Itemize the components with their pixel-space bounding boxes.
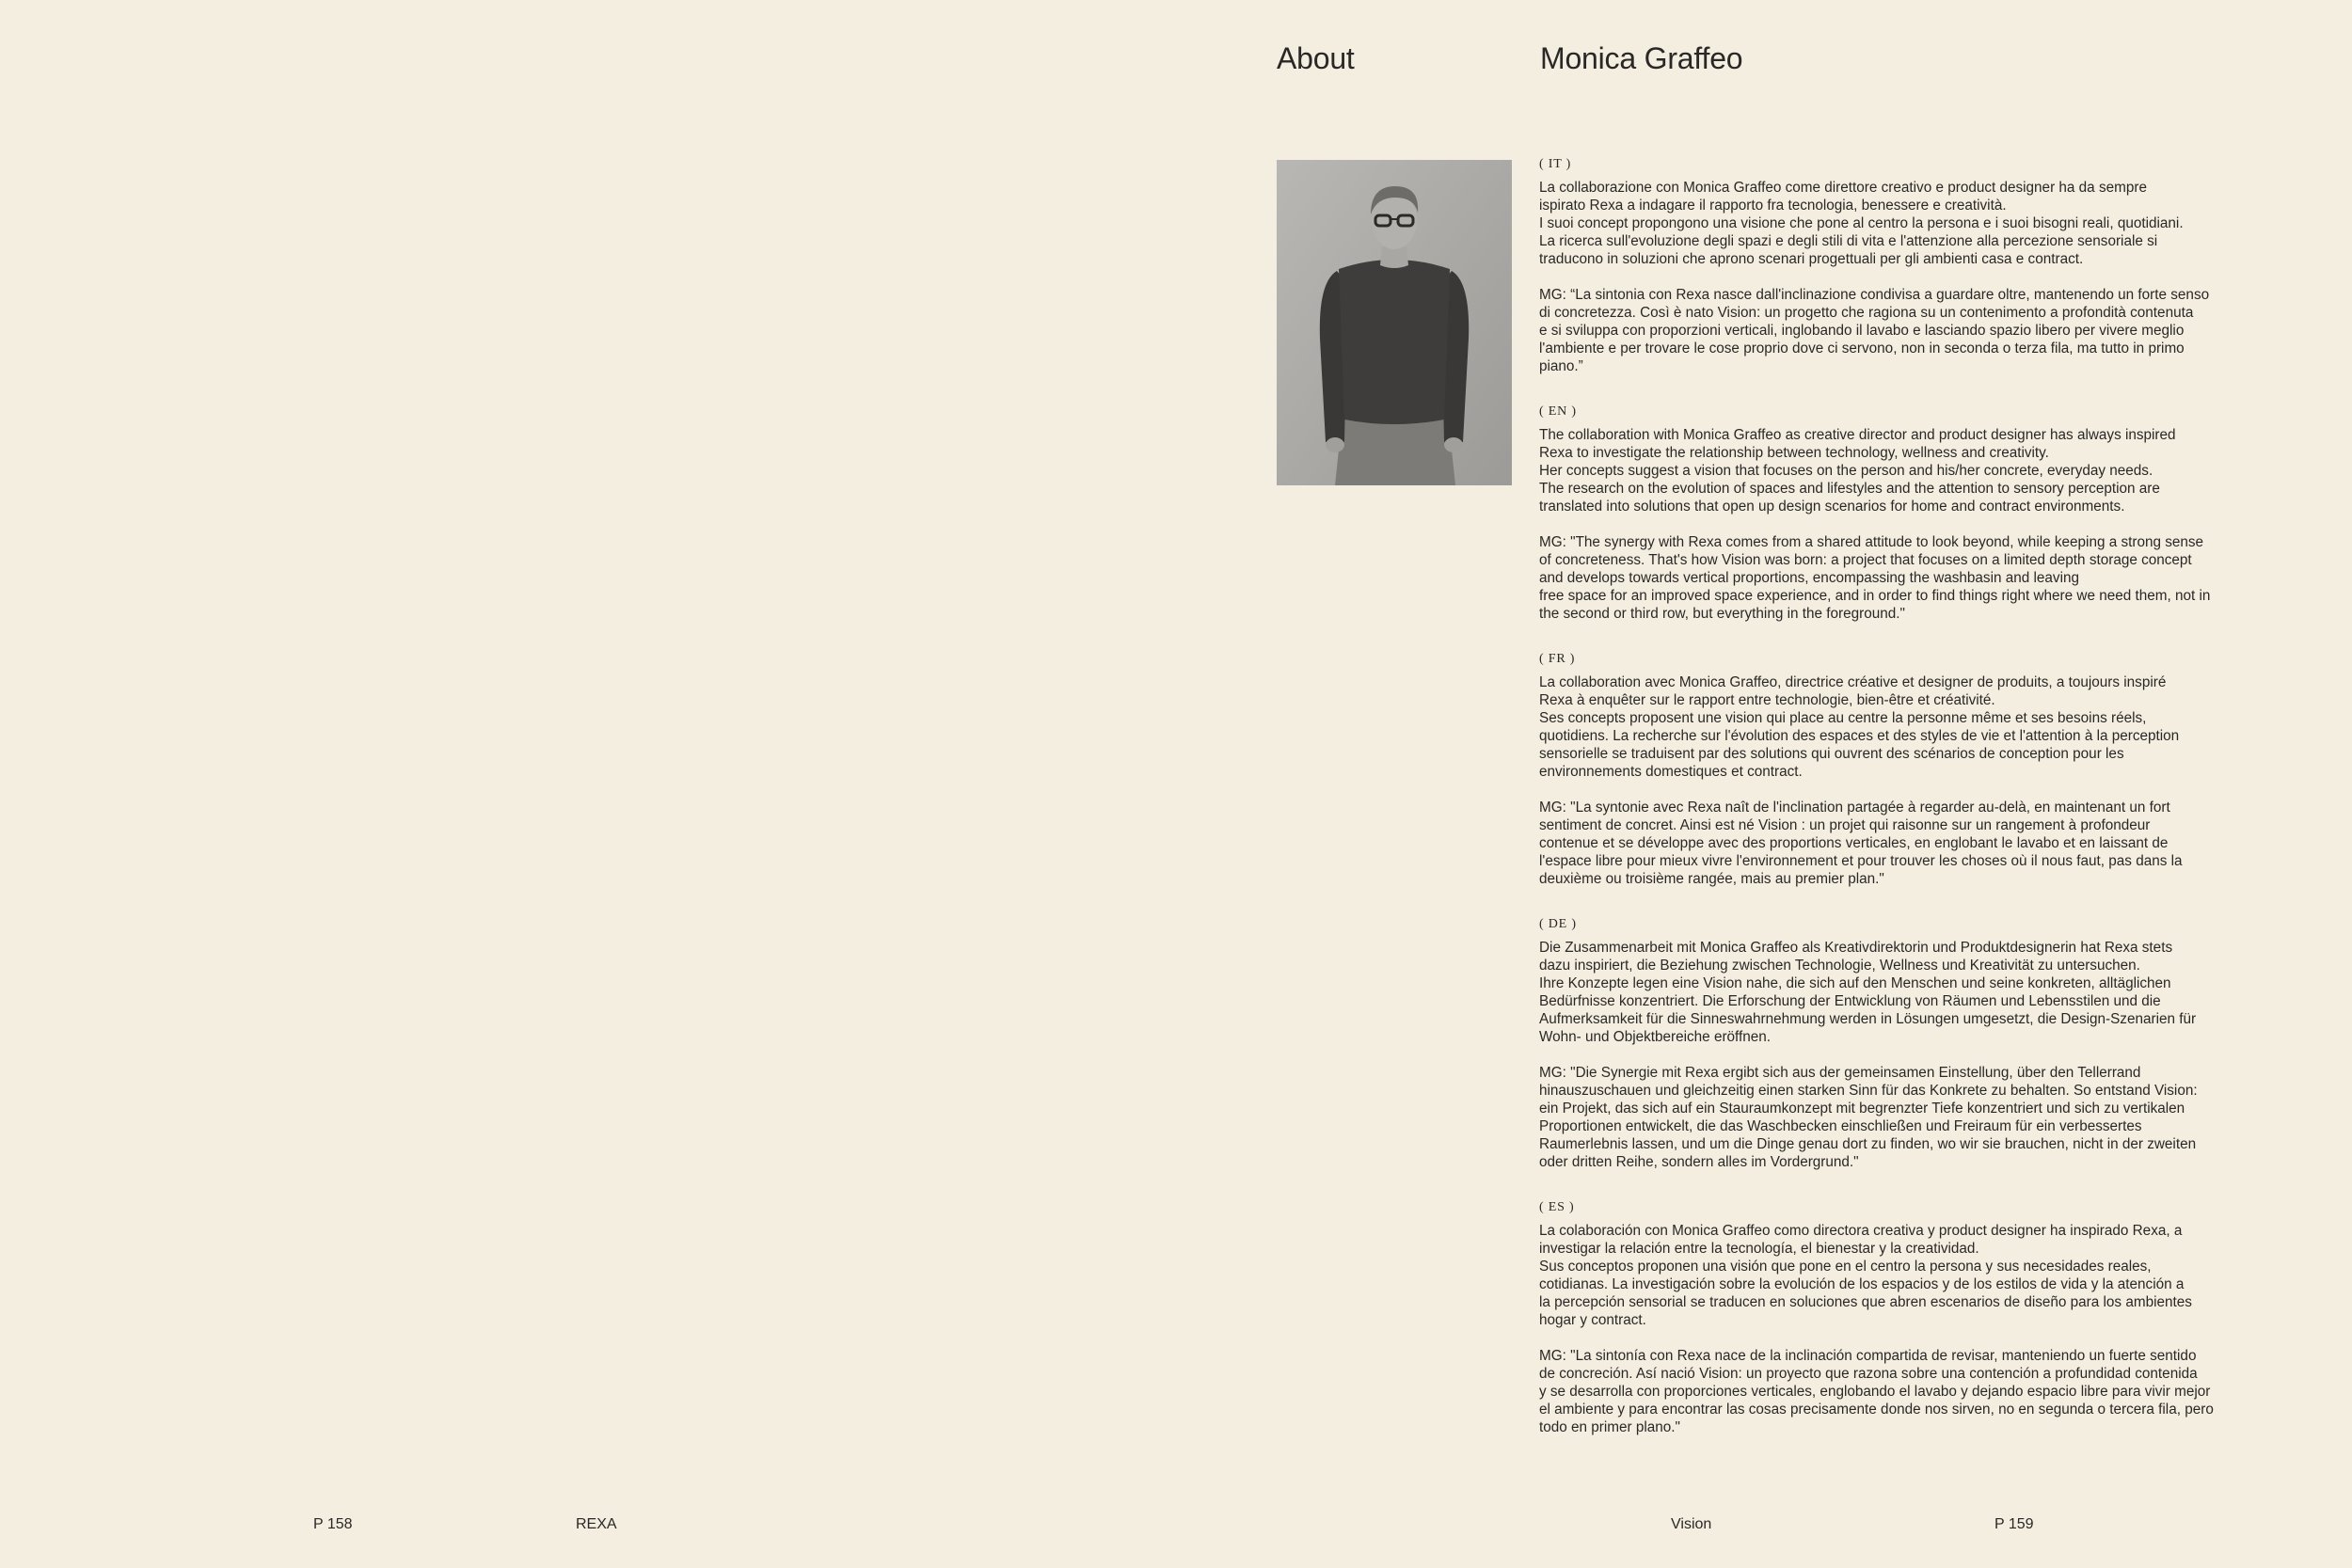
designer-name: Monica Graffeo — [1540, 41, 1743, 75]
bio-paragraph: La collaboration avec Monica Graffeo, directrice créative et designer de produits, a toujours inspiré Rexa à enquêter sur le rapport entre technologie, bien-être et créativité. Ses concepts proposent une vision qui place au centre la personne même et ses besoins réels, quotidiens. La recherche sur l'évolution des espaces et des styles de vie et l'attention à la perception sensorielle se traduisent par des solutions qui ouvrent des scénarios de conception pour les environnements domestiques et contract. — [1539, 674, 2180, 780]
page-number-right: P 159 — [1994, 1516, 2034, 1532]
bio-content — [1539, 156, 2303, 1465]
lang-section-en — [1539, 404, 2303, 623]
lang-section-fr — [1539, 651, 2303, 888]
lang-section-es — [1539, 1199, 2303, 1436]
lang-section-de — [1539, 916, 2303, 1171]
footer-brand: REXA — [576, 1516, 617, 1532]
lang-tag: ( FR ) — [1539, 652, 1576, 666]
quote-paragraph: MG: “La sintonia con Rexa nasce dall'inclinazione condivisa a guardare oltre, mantenendo un forte senso di concretezza. Così è nato Vision: un progetto che ragiona su un contenimento a profondità contenuta e si sviluppa con proporzioni verticali, inglobando il lavabo e lasciando spazio libero per vivere meglio l'ambiente e per trovare le cose proprio dove ci servono, non in seconda o terza fila, ma tutto in primo piano.” — [1539, 287, 2210, 374]
quote-paragraph: MG: "La syntonie avec Rexa naît de l'inclination partagée à regarder au-delà, en maintenant un fort sentiment de concret. Ainsi est né Vision : un projet qui raisonne sur un rangement à profondeur contenue et se développe avec des proportions verticales, en englobant le lavabo et en laissant de l'espace libre pour mieux vivre l'environnement et pour trouver les choses où il nous faut, pas dans la deuxième ou troisième rangée, mais au premier plan." — [1539, 800, 2183, 887]
lang-tag: ( DE ) — [1539, 917, 1577, 931]
lang-tag: ( IT ) — [1539, 157, 1572, 171]
portrait-photo — [1277, 160, 1512, 485]
portrait-photo-icon — [1277, 160, 1512, 485]
page-number-left: P 158 — [313, 1516, 353, 1532]
lang-tag: ( EN ) — [1539, 404, 1577, 419]
bio-paragraph: The collaboration with Monica Graffeo as creative director and product designer has always inspired Rexa to investigate the relationship between technology, wellness and creativity. Her concepts suggest a vision that focuses on the person and his/her concrete, everyday needs. The research on the evolution of spaces and lifestyles and the attention to sensory perception are translated into solutions that open up design scenarios for home and contract environments. — [1539, 427, 2176, 515]
lang-tag: ( ES ) — [1539, 1200, 1575, 1214]
quote-paragraph: MG: "Die Synergie mit Rexa ergibt sich aus der gemeinsamen Einstellung, über den Tellerrand hinauszuschauen und gleichzeitig einen starken Sinn für das Konkrete zu behalten. So entstand Vision: ein Projekt, das sich auf ein Stauraumkonzept mit begrenzter Tiefe konzentriert und sich zu vertikalen Proportionen entwickelt, die das Waschbecken einschließen und Freiraum für ein verbessertes Raumerlebnis lassen, und um die Dinge genau dort zu finden, wo wir sie brauchen, nicht in der zweiten oder dritten Reihe, sondern alles im Vordergrund." — [1539, 1065, 2198, 1170]
quote-paragraph: MG: "La sintonía con Rexa nace de la inclinación compartida de revisar, manteniendo un fuerte sentido de concreción. Así nació Vision: un proyecto que razona sobre una contención a profundidad contenida y se desarrolla con proporciones verticales, englobando el lavabo y dejando espacio libre para vivir mejor el ambiente y para encontrar las cosas precisamente donde nos sirven, no en segunda o tercera fila, pero todo en primer plano." — [1539, 1348, 2214, 1435]
bio-paragraph: Die Zusammenarbeit mit Monica Graffeo als Kreativdirektorin und Produktdesignerin hat Rexa stets dazu inspiriert, die Beziehung zwischen Technologie, Wellness und Kreativität zu untersuchen. Ihre Konzepte legen eine Vision nahe, die sich auf den Menschen und seine konkreten, alltäglichen Bedürfnisse konzentriert. Die Erforschung der Entwicklung von Räumen und Lebensstilen und die Aufmerksamkeit für die Sinneswahrnehmung werden in Lösungen umgesetzt, die Design-Szenarien für Wohn- und Objektbereiche eröffnen. — [1539, 940, 2197, 1045]
lang-section-it — [1539, 156, 2303, 375]
section-title: About — [1277, 41, 1355, 75]
bio-paragraph: La colaboración con Monica Graffeo como directora creativa y product designer ha inspirado Rexa, a investigar la relación entre la tecnología, el bienestar y la creatividad. Sus conceptos proponen una visión que pone en el centro la persona y sus necesidades reales, cotidianas. La investigación sobre la evolución de los espacios y de los estilos de vida y la atención a la percepción sensorial se traducen en soluciones que abren escenarios de diseño para los ambientes hogar y contract. — [1539, 1223, 2192, 1328]
bio-paragraph: La collaborazione con Monica Graffeo come direttore creativo e product designer ha da sempre ispirato Rexa a indagare il rapporto fra tecnologia, benessere e creatività. I suoi concept propongono una visione che pone al centro la persona e i suoi bisogni reali, quotidiani. La ricerca sull'evoluzione degli spazi e degli stili di vita e l'attenzione alla percezione sensoriale si traducono in soluzioni che aprono scenari progettuali per gli ambienti casa e contract. — [1539, 180, 2184, 267]
quote-paragraph: MG: "The synergy with Rexa comes from a shared attitude to look beyond, while keeping a strong sense of concreteness. That's how Vision was born: a project that focuses on a limited depth storage concept and develops towards vertical proportions, encompassing the washbasin and leaving free space for an improved space experience, and in order to find things right where we need them, not in the second or third row, but everything in the foreground." — [1539, 534, 2211, 622]
footer-collection: Vision — [1671, 1516, 1712, 1532]
